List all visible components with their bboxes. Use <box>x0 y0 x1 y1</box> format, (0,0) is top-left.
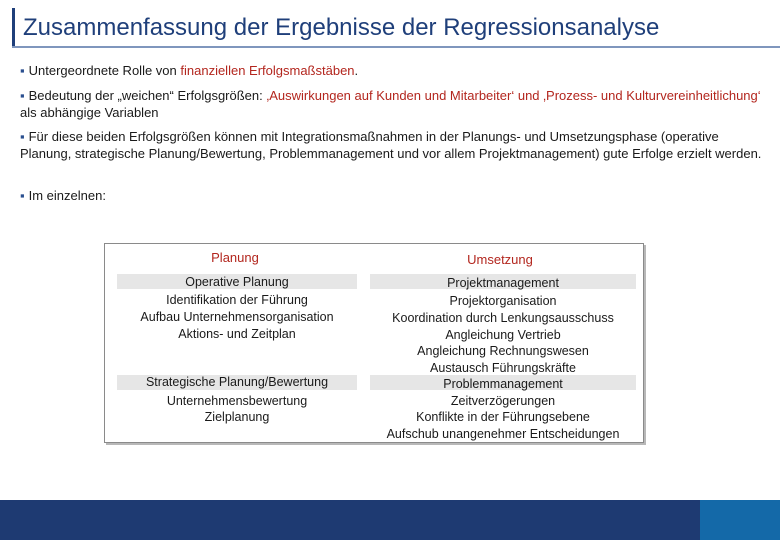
bullet-icon: ▪ <box>20 88 25 103</box>
bullet-4-text: Im einzelnen: <box>28 188 106 203</box>
column-head-planung: Planung <box>211 250 259 265</box>
bullet-4 <box>20 187 768 204</box>
bullet-3 <box>20 128 768 162</box>
bullet-icon: ▪ <box>20 129 25 144</box>
table-cell-left: Unternehmensbewertung <box>166 394 308 408</box>
bullet-icon: ▪ <box>20 188 25 203</box>
bullet-1-highlight: finanziellen Erfolgsmaßstäben <box>180 63 355 78</box>
column-head-umsetzung: Umsetzung <box>467 252 533 267</box>
title-bar <box>12 8 780 46</box>
bullet-1 <box>20 62 768 79</box>
footer-accent <box>700 500 780 540</box>
table-cell-left: Identifikation der Führung <box>166 293 308 307</box>
bullet-2-text-a: Bedeutung der „weichen“ Erfolgsgrößen: <box>28 88 267 103</box>
table-cell-left: Aufbau Unternehmensorganisation <box>140 310 334 324</box>
table-cell-right: Koordination durch Lenkungsausschuss <box>392 311 614 325</box>
table-cell-right: Aufschub unangenehmer Entscheidungen <box>386 427 620 441</box>
table-cell-right: Projektmanagement <box>447 276 559 290</box>
bullet-3-text: Für diese beiden Erfolgsgrößen können mit Integrationsmaßnahmen in der Planungs- und Umsetzungsphase (operative Planung, strategische Planung/Bewertung, Problemmanagement und vor allem Projektmanagement) gute Erfolge erzielt werden. <box>20 129 762 161</box>
slide-title: Zusammenfassung der Ergebnisse der Regressionsanalyse <box>23 14 660 41</box>
bullet-2-highlight: ‚Auswirkungen auf Kunden und Mitarbeiter‘ und ‚Prozess- und Kulturvereinheitlichung‘ <box>266 88 761 103</box>
bullet-icon: ▪ <box>20 63 25 78</box>
table-cell-left: Strategische Planung/Bewertung <box>145 375 329 389</box>
table-cell-right: Angleichung Rechnungswesen <box>417 344 589 358</box>
measures-table <box>104 243 644 443</box>
bullet-2 <box>20 87 768 121</box>
table-cell-left: Operative Planung <box>185 275 289 289</box>
table-cell-right: Austausch Führungskräfte <box>430 361 576 375</box>
table-cell-right: Zeitverzögerungen <box>450 394 556 408</box>
table-cell-right: Angleichung Vertrieb <box>445 328 561 342</box>
table-cell-right: Problemmanagement <box>443 377 563 391</box>
table-cell-right: Konflikte in der Führungsebene <box>416 410 590 424</box>
table-cell-left: Aktions- und Zeitplan <box>178 327 296 341</box>
title-divider <box>12 46 780 48</box>
table-cell-left: Zielplanung <box>204 410 270 424</box>
bullet-1-text-a: Untergeordnete Rolle von <box>28 63 181 78</box>
bullet-2-text-b: als abhängige Variablen <box>20 105 159 120</box>
table-cell-right: Projektorganisation <box>449 294 557 308</box>
bullet-1-text-b: . <box>354 63 359 78</box>
footer-bar <box>0 500 700 540</box>
